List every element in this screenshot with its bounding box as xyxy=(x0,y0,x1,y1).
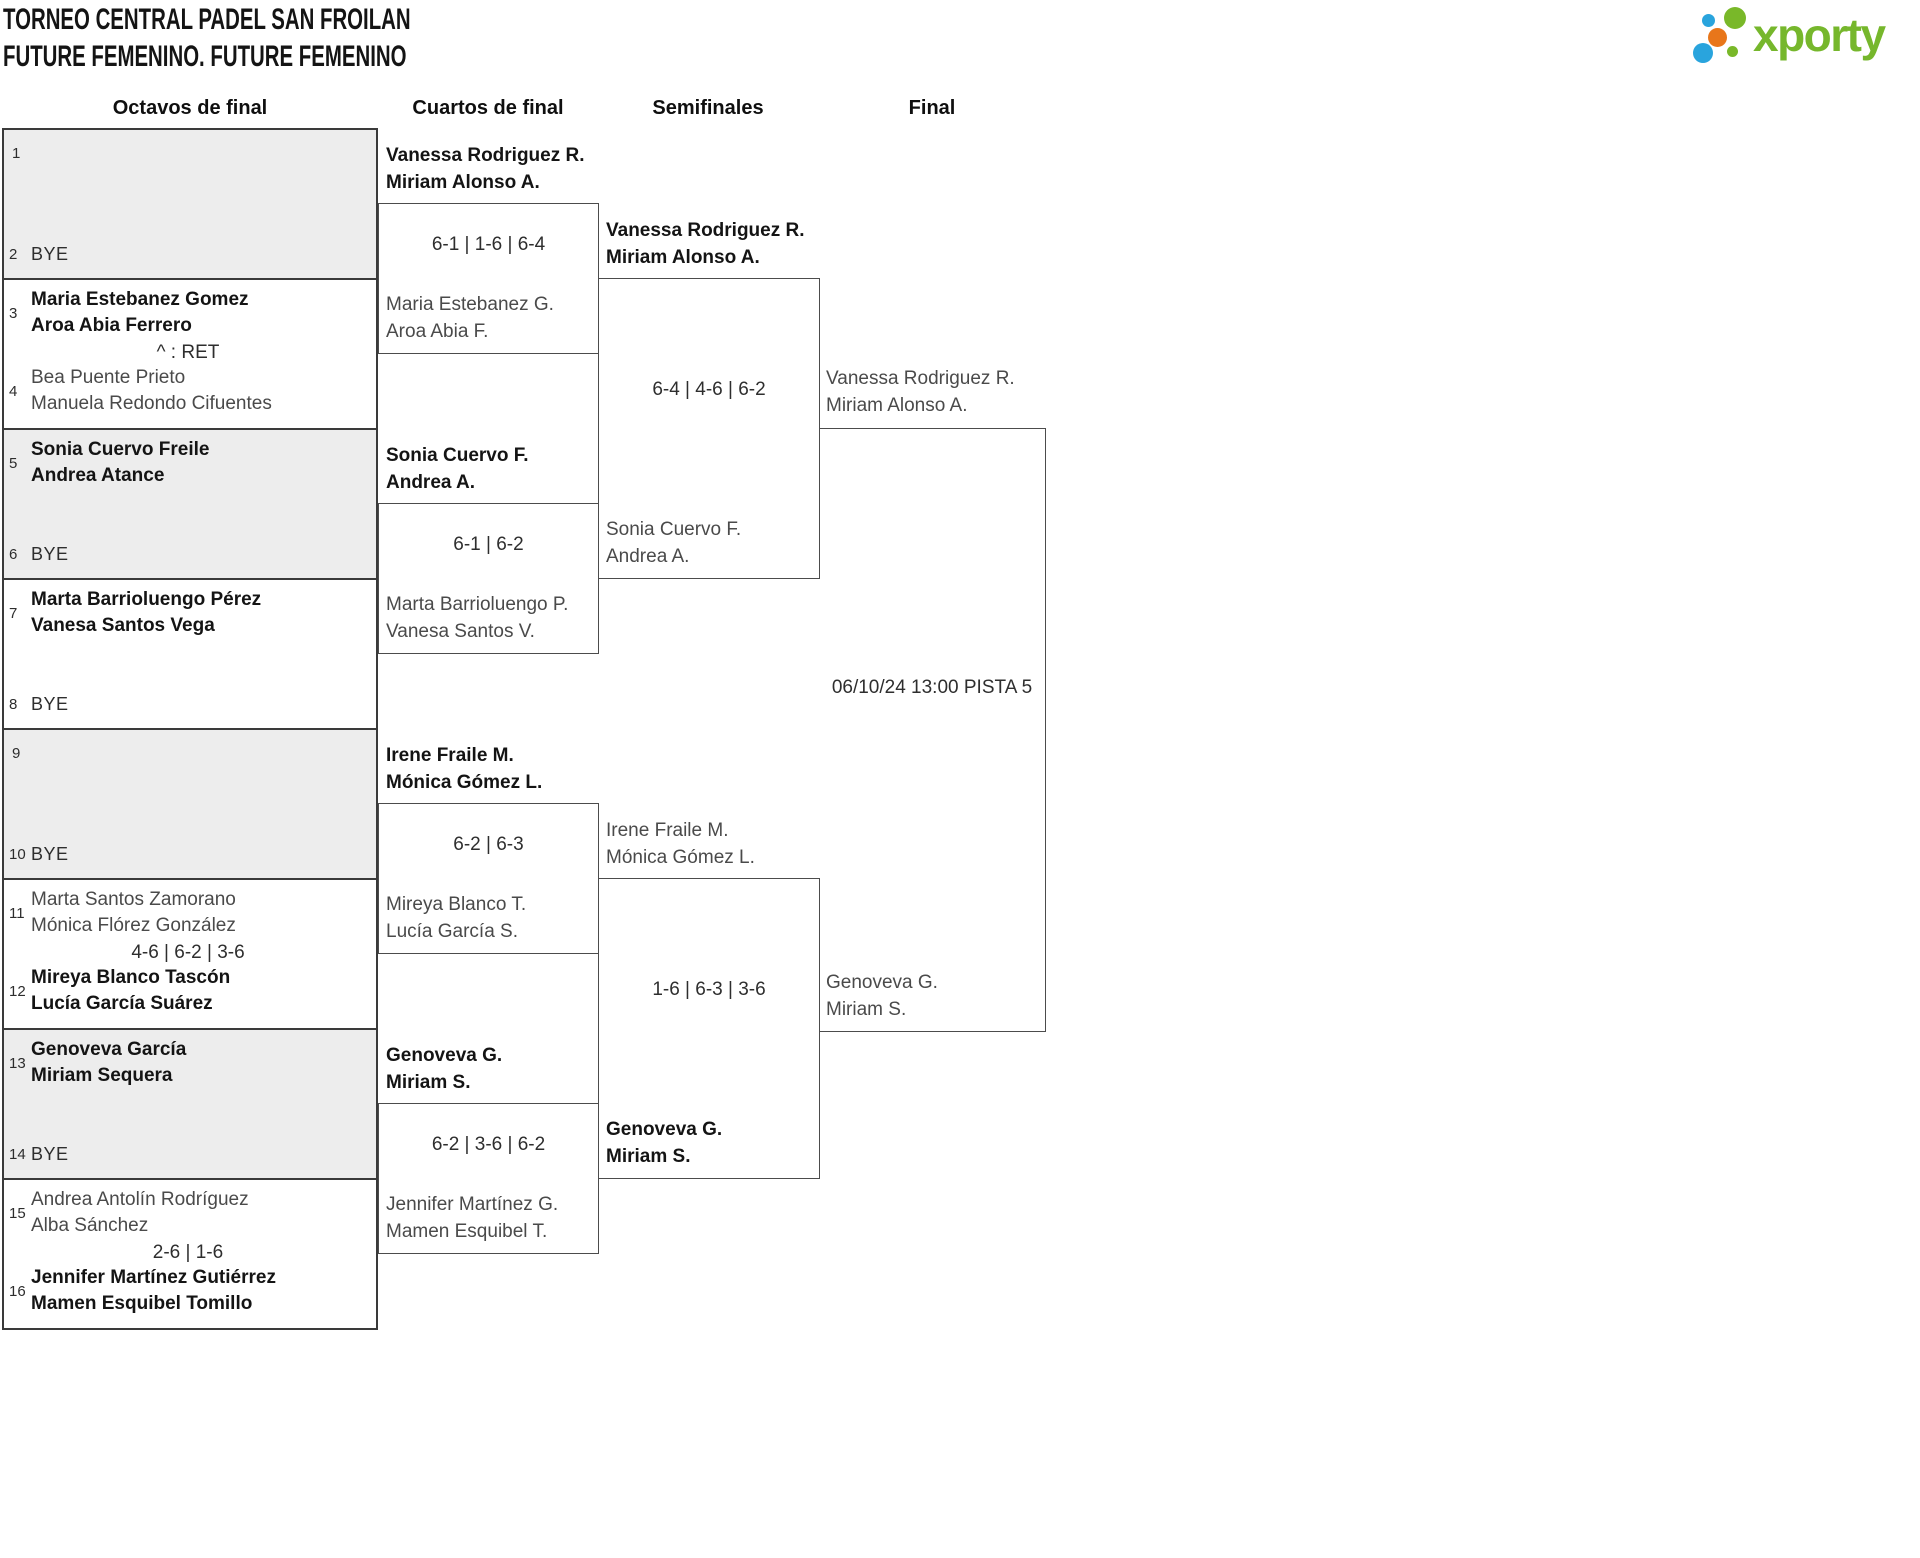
player-name: Bea Puente Prieto xyxy=(31,367,186,388)
final-schedule: 06/10/24 13:00 PISTA 5 xyxy=(831,677,1033,698)
seed-number: 15 xyxy=(9,1204,26,1222)
player-name: Andrea A. xyxy=(386,472,476,493)
player-name: Sonia Cuervo F. xyxy=(386,445,529,466)
seed-number: 11 xyxy=(9,904,25,922)
team-row-bye xyxy=(9,1144,372,1165)
player-name: Sonia Cuervo F. xyxy=(606,519,742,540)
player-name: Miriam S. xyxy=(386,1072,471,1093)
seed-number: 9 xyxy=(12,745,21,762)
player-name: Aroa Abia F. xyxy=(386,321,489,342)
player-name: Mónica Flórez González xyxy=(31,915,236,936)
sf-match-2 xyxy=(598,820,820,1179)
qf-match-1 xyxy=(378,145,599,354)
team-label-finalist xyxy=(826,365,1015,419)
player-name: Miriam S. xyxy=(606,1146,691,1167)
player-name: Marta Barrioluengo P. xyxy=(386,594,569,615)
bye-label: BYE xyxy=(31,844,69,864)
r16-match-11-12 xyxy=(2,878,378,1030)
player-name: Vanesa Santos V. xyxy=(386,621,535,642)
match-score: 6-2 | 6-3 xyxy=(453,834,524,855)
team-label-loser xyxy=(386,1191,558,1245)
team-names-winner xyxy=(31,437,209,489)
player-name: Maria Estebanez Gomez xyxy=(31,289,249,310)
match-score: 6-1 | 6-2 xyxy=(453,534,524,555)
seed-number: 10 xyxy=(9,846,26,863)
team-row-bye xyxy=(9,244,372,265)
seed-number: 7 xyxy=(9,604,18,622)
column-header-final: Final xyxy=(908,97,956,119)
team-row-bye xyxy=(9,544,372,565)
player-name: Andrea Atance xyxy=(31,465,165,486)
qf-match-3 xyxy=(378,745,599,954)
qf-match-4 xyxy=(378,1045,599,1254)
team-row xyxy=(9,437,372,489)
team-row-bye xyxy=(9,844,372,865)
player-name: Genoveva G. xyxy=(606,1119,723,1140)
match-score: 6-2 | 3-6 | 6-2 xyxy=(431,1134,546,1155)
seed-number: 13 xyxy=(9,1054,26,1072)
team-row xyxy=(9,1265,372,1317)
team-row-bye xyxy=(9,694,372,715)
team-label-winner xyxy=(386,142,585,196)
team-names-winner xyxy=(31,965,230,1017)
player-name: Vanessa Rodriguez R. xyxy=(606,220,805,241)
match-score: 6-1 | 1-6 | 6-4 xyxy=(431,234,546,255)
player-name: Genoveva García xyxy=(31,1039,187,1060)
seed-number: 2 xyxy=(9,246,18,263)
team-label-winner xyxy=(606,1116,722,1170)
r16-match-9-10 xyxy=(2,728,378,880)
seed-number: 12 xyxy=(9,982,26,1000)
player-name: Lucía García Suárez xyxy=(31,993,213,1014)
qf-match-2 xyxy=(378,445,599,654)
match-score: 4-6 | 6-2 | 3-6 xyxy=(131,942,245,963)
bye-label: BYE xyxy=(31,544,69,564)
player-name: Lucía García S. xyxy=(386,921,519,942)
player-name: Andrea A. xyxy=(606,546,690,567)
player-name: Vanessa Rodriguez R. xyxy=(386,145,585,166)
player-name: Jennifer Martínez G. xyxy=(386,1194,559,1215)
column-header-octavos: Octavos de final xyxy=(112,97,268,119)
player-name: Marta Santos Zamorano xyxy=(31,889,236,910)
logo-dot-orange-icon xyxy=(1708,28,1727,47)
player-name: Mamen Esquibel T. xyxy=(386,1221,548,1242)
team-row xyxy=(9,1187,372,1239)
team-row xyxy=(9,965,372,1017)
player-name: Alba Sánchez xyxy=(31,1215,149,1236)
team-label-winner xyxy=(386,442,529,496)
team-row xyxy=(9,287,372,339)
player-name: Miriam Alonso A. xyxy=(826,395,968,416)
team-names-winner xyxy=(31,587,261,639)
r16-match-15-16 xyxy=(2,1178,378,1330)
team-label-loser xyxy=(386,591,568,645)
player-name: Miriam Sequera xyxy=(31,1065,173,1086)
player-name: Vanessa Rodriguez R. xyxy=(826,368,1015,389)
r16-match-5-6 xyxy=(2,428,378,580)
team-row xyxy=(9,587,372,639)
team-label-loser xyxy=(606,817,755,871)
r16-match-13-14 xyxy=(2,1028,378,1180)
player-name: Miriam Alonso A. xyxy=(386,172,540,193)
r16-match-3-4 xyxy=(2,278,378,430)
team-label-finalist xyxy=(826,969,938,1023)
team-label-loser xyxy=(386,891,526,945)
logo-dot-green-big-icon xyxy=(1724,7,1746,29)
seed-number: 4 xyxy=(9,382,18,400)
player-name: Mamen Esquibel Tomillo xyxy=(31,1293,253,1314)
seed-number: 6 xyxy=(9,546,18,563)
logo-dot-green-small-icon xyxy=(1727,46,1738,57)
match-score: 6-4 | 4-6 | 6-2 xyxy=(652,379,766,400)
seed-number: 16 xyxy=(9,1282,26,1300)
logo-dot-blue-big-icon xyxy=(1693,43,1713,63)
r16-match-7-8 xyxy=(2,578,378,730)
page-title xyxy=(3,1,411,75)
bye-label: BYE xyxy=(31,694,69,714)
team-label-winner xyxy=(386,1042,502,1096)
bye-label: BYE xyxy=(31,1144,69,1164)
sf-match-1 xyxy=(598,220,820,579)
player-name: Miriam S. xyxy=(826,999,907,1020)
tournament-name: TORNEO CENTRAL PADEL SAN FROILAN xyxy=(3,3,411,36)
match-score: 2-6 | 1-6 xyxy=(152,1242,224,1263)
logo-dot-blue-small-icon xyxy=(1702,14,1715,27)
category-name: FUTURE FEMENINO. FUTURE FEMENINO xyxy=(3,40,407,73)
team-names-loser xyxy=(31,1187,249,1239)
player-name: Genoveva G. xyxy=(386,1045,503,1066)
match-score: ^ : RET xyxy=(156,342,220,363)
player-name: Irene Fraile M. xyxy=(606,820,729,841)
bye-label: BYE xyxy=(31,244,69,264)
seed-number: 5 xyxy=(9,454,18,472)
column-header-cuartos: Cuartos de final xyxy=(412,97,564,119)
match-score: 1-6 | 6-3 | 3-6 xyxy=(652,979,766,1000)
player-name: Andrea Antolín Rodríguez xyxy=(31,1189,249,1210)
player-name: Irene Fraile M. xyxy=(386,745,514,766)
player-name: Mónica Gómez L. xyxy=(606,847,755,868)
seed-number: 8 xyxy=(9,696,18,713)
player-name: Vanesa Santos Vega xyxy=(31,615,215,636)
player-name: Maria Estebanez G. xyxy=(386,294,554,315)
seed-number: 1 xyxy=(12,145,21,162)
player-name: Genoveva G. xyxy=(826,972,938,993)
team-names-loser xyxy=(31,887,236,939)
team-row xyxy=(9,887,372,939)
team-label-winner xyxy=(606,217,805,271)
player-name: Aroa Abia Ferrero xyxy=(31,315,192,336)
player-name: Mireya Blanco T. xyxy=(386,894,527,915)
team-label-loser xyxy=(386,291,554,345)
team-row xyxy=(9,1037,372,1089)
player-name: Mireya Blanco Tascón xyxy=(31,967,231,988)
player-name: Marta Barrioluengo Pérez xyxy=(31,589,262,610)
logo-wordmark: xporty xyxy=(1753,9,1885,61)
team-names-loser xyxy=(31,365,272,417)
team-label-winner xyxy=(386,742,542,796)
player-name: Jennifer Martínez Gutiérrez xyxy=(31,1267,276,1288)
column-header-semifinales: Semifinales xyxy=(652,97,764,119)
player-name: Miriam Alonso A. xyxy=(606,247,760,268)
team-label-loser xyxy=(606,516,741,570)
team-names-winner xyxy=(31,1037,186,1089)
r16-match-1-2 xyxy=(2,128,378,280)
final-match xyxy=(819,368,1046,1032)
player-name: Manuela Redondo Cifuentes xyxy=(31,393,272,414)
team-names-winner xyxy=(31,1265,276,1317)
seed-number: 3 xyxy=(9,304,18,322)
seed-number: 14 xyxy=(9,1146,26,1163)
team-row xyxy=(9,365,372,417)
player-name: Mónica Gómez L. xyxy=(386,772,543,793)
xporty-logo xyxy=(1690,0,1918,80)
player-name: Sonia Cuervo Freile xyxy=(31,439,210,460)
team-names-winner xyxy=(31,287,249,339)
